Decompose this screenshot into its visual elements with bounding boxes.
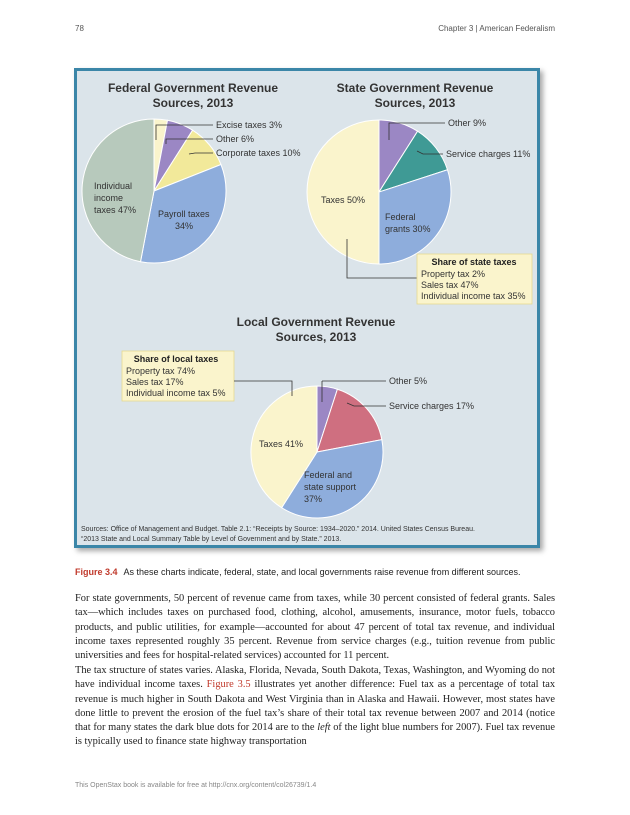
page-number: 78 xyxy=(75,24,84,33)
state-tax-breakdown-item: Sales tax 47% xyxy=(421,280,479,290)
paragraph-2 xyxy=(75,664,555,750)
local-other-label: Other 5% xyxy=(389,376,428,386)
page-footer: This OpenStax book is available for free at http://cnx.org/content/col26739/1.4 xyxy=(75,782,317,789)
federal-payroll-label-2: 34% xyxy=(175,221,194,231)
paragraph-2-part-2: illustrates yet another difference: Fuel tax as a percentage of total tax revenue is much higher in South Dakota and West Virginia than in Alaska and Hawaii. However, most states have done little to prevent the erosion of the fuel tax’s share of their total tax revenue between 2007 and 2014 (notice that for many states the dark blue dots for 2014 are to the xyxy=(75,679,556,734)
local-support-label-3: 37% xyxy=(304,494,323,504)
state-taxes-label: Taxes 50% xyxy=(321,195,366,205)
paragraph-2-italic: left xyxy=(317,722,331,734)
state-pie xyxy=(307,120,451,264)
local-support-label-1: Federal and xyxy=(304,470,353,480)
local-tax-breakdown-item: Sales tax 17% xyxy=(126,377,184,387)
charts-svg xyxy=(77,71,537,545)
paragraph-2-part-1: The tax structure of states varies. Alaska, Florida, Nevada, South Dakota, Texas, Washington, and Wyoming do not have individual income taxes. xyxy=(75,665,555,691)
state-tax-breakdown-title: Share of state taxes xyxy=(431,257,517,267)
federal-chart-title-line1: Federal Government Revenue xyxy=(107,81,279,95)
figure-panel xyxy=(74,68,540,548)
state-pie-slice xyxy=(307,120,379,264)
federal-payroll-label-1: Payroll taxes xyxy=(158,209,210,219)
local-taxes-label: Taxes 41% xyxy=(259,439,304,449)
local-chart-title-line2: Sources, 2013 xyxy=(275,330,357,344)
figure-caption-text: As these charts indicate, federal, state, and local governments raise revenue from different sources. xyxy=(123,567,521,577)
sources-line-2: “2013 State and Local Summary Table by Level of Government and by State.” 2013. xyxy=(81,536,342,543)
paragraph-2-part-3: of the light blue numbers for 2007). Fuel tax revenue is typically used to finance state highway transportation xyxy=(75,722,555,748)
figure-caption xyxy=(75,567,521,577)
state-other-label: Other 9% xyxy=(448,118,487,128)
paragraph-1: For state governments, 50 percent of revenue came from taxes, while 30 percent consisted of federal grants. Sales tax—which includes taxes on purchased food, clothing, alcohol, amusements, insurance, motor fuels, tobacco products, and public utilities, for example—accounted for about 47 percent of total tax revenue, and individual income taxes represented roughly 35 percent. Revenue from service charges (e.g., tuition revenue from public universities and fees for hospital-related services) accounted for 11 percent. xyxy=(75,593,555,662)
state-grants-label-1: Federal xyxy=(385,212,416,222)
sources-line-1: Sources: Office of Management and Budget. Table 2.1: “Receipts by Source: 1934–2020.” 2014. United States Census Bureau. xyxy=(81,526,475,533)
federal-chart-title-line2: Sources, 2013 xyxy=(152,96,234,110)
local-chart-title-line1: Local Government Revenue xyxy=(236,315,396,329)
state-tax-breakdown-item: Property tax 2% xyxy=(421,269,486,279)
federal-other-label: Other 6% xyxy=(216,134,255,144)
federal-corporate-label: Corporate taxes 10% xyxy=(216,148,301,158)
local-tax-breakdown-item: Individual income tax 5% xyxy=(126,388,226,398)
federal-pie xyxy=(82,119,226,263)
state-service-label: Service charges 11% xyxy=(446,149,531,159)
figure-3-5-link[interactable]: Figure 3.5 xyxy=(206,679,251,691)
figure-number: Figure 3.4 xyxy=(75,567,118,577)
local-tax-breakdown-item: Property tax 74% xyxy=(126,366,196,376)
local-tax-breakdown-title: Share of local taxes xyxy=(133,354,219,364)
local-support-label-2: state support xyxy=(304,482,357,492)
federal-individual-label-3: taxes 47% xyxy=(94,205,137,215)
state-tax-breakdown-item: Individual income tax 35% xyxy=(421,291,526,301)
state-grants-label-2: grants 30% xyxy=(385,224,431,234)
federal-excise-label: Excise taxes 3% xyxy=(216,120,283,130)
state-chart-title-line1: State Government Revenue xyxy=(336,81,494,95)
local-service-label: Service charges 17% xyxy=(389,401,475,411)
chapter-header: Chapter 3 | American Federalism xyxy=(438,24,555,33)
federal-individual-label-2: income xyxy=(94,193,124,203)
federal-individual-label-1: Individual xyxy=(94,181,133,191)
state-chart-title-line2: Sources, 2013 xyxy=(374,96,456,110)
